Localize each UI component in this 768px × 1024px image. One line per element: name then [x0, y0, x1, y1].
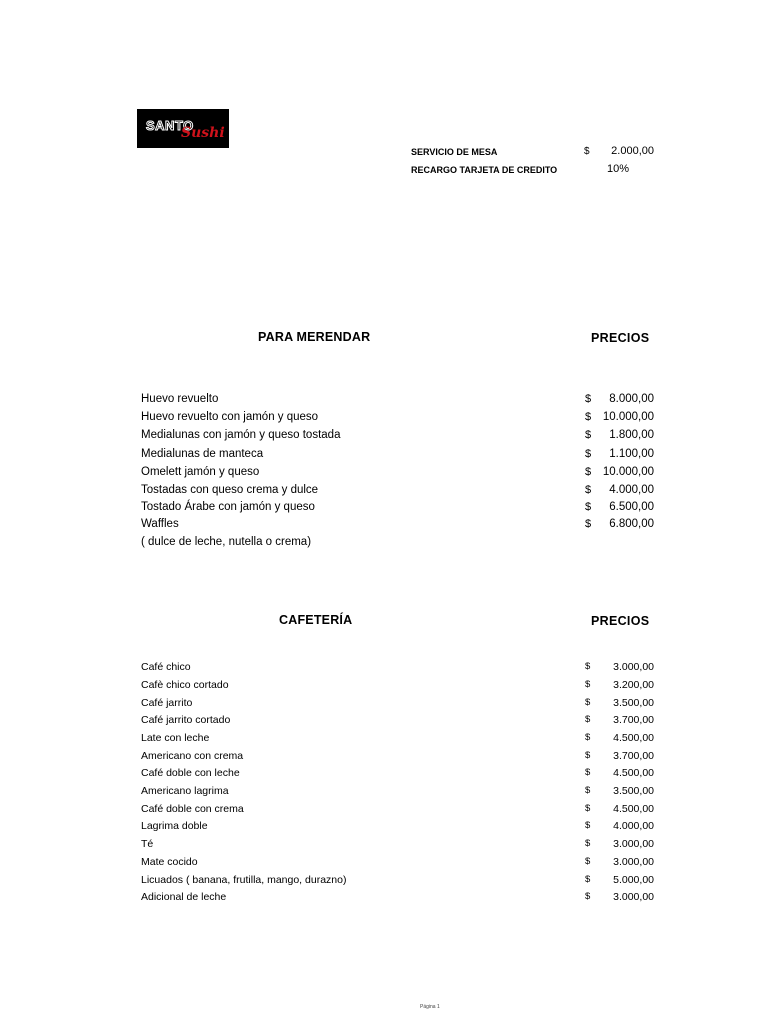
item-name: Omelett jamón y queso: [141, 466, 260, 478]
item-name: Café chico: [141, 661, 191, 673]
info-label-recargo: RECARGO TARJETA DE CREDITO: [411, 165, 558, 175]
item-name: Medialunas de manteca: [141, 448, 264, 460]
item-currency: $: [585, 484, 592, 496]
item-price: 3.000,00: [613, 661, 654, 673]
item-price: 6.800,00: [609, 518, 654, 530]
item-name: Americano con crema: [141, 750, 244, 762]
menu-item: [141, 393, 654, 411]
item-currency: $: [585, 838, 591, 849]
logo-word-santo: SANTO: [146, 118, 194, 133]
menu-item: [141, 697, 654, 715]
item-currency: $: [585, 856, 591, 867]
menu-item: [141, 429, 654, 447]
item-name: Late con leche: [141, 732, 210, 744]
item-name: Adicional de leche: [141, 891, 227, 903]
item-name: Café doble con leche: [141, 767, 240, 779]
item-price: 4.500,00: [613, 767, 654, 779]
item-name: Tostado Árabe con jamón y queso: [141, 501, 315, 513]
menu-item: [141, 856, 654, 874]
item-price: 10.000,00: [602, 411, 654, 423]
item-name: Tostadas con queso crema y dulce: [141, 484, 319, 496]
item-currency: $: [585, 874, 591, 885]
item-name: Huevo revuelto con jamón y queso: [141, 411, 319, 423]
menu-item: [141, 466, 654, 484]
item-price: 3.000,00: [613, 891, 654, 903]
item-currency: $: [585, 679, 591, 690]
menu-item: [141, 661, 654, 679]
item-name: Café doble con crema: [141, 803, 244, 815]
item-currency: $: [585, 767, 591, 778]
item-price: 3.200,00: [613, 679, 654, 691]
item-currency: $: [585, 803, 591, 814]
menu-item: [141, 767, 654, 785]
menu-item: [141, 838, 654, 856]
item-currency: $: [585, 501, 592, 513]
menu-item: [141, 518, 654, 536]
menu-item: [141, 679, 654, 697]
item-price: 3.500,00: [613, 785, 654, 797]
menu-item: [141, 750, 654, 768]
item-currency: $: [585, 891, 591, 902]
section-price-header-cafeteria: PRECIOS: [591, 614, 650, 628]
menu-item: [141, 785, 654, 803]
item-currency: $: [585, 750, 591, 761]
item-currency: $: [585, 518, 592, 530]
item-price: 3.500,00: [613, 697, 654, 709]
item-price: 3.700,00: [613, 750, 654, 762]
info-label-servicio: SERVICIO DE MESA: [411, 147, 498, 157]
item-currency: $: [585, 466, 592, 478]
menu-item: [141, 714, 654, 732]
item-currency: $: [585, 429, 592, 441]
page-number: Página 1: [420, 1004, 440, 1010]
item-price: 3.700,00: [613, 714, 654, 726]
item-price: 3.000,00: [613, 838, 654, 850]
item-currency: $: [585, 661, 591, 672]
menu-item: [141, 501, 654, 519]
item-currency: $: [585, 714, 591, 725]
item-name: ( dulce de leche, nutella o crema): [141, 536, 312, 548]
section-title-merendar: PARA MERENDAR: [258, 330, 371, 344]
item-price: 4.500,00: [613, 732, 654, 744]
item-name: Té: [141, 838, 154, 850]
item-name: Café jarrito: [141, 697, 193, 709]
menu-item: [141, 820, 654, 838]
item-price: 1.800,00: [609, 429, 654, 441]
menu-item: [141, 891, 654, 909]
item-currency: $: [585, 411, 592, 423]
item-price: 3.000,00: [613, 856, 654, 868]
item-price: 4.000,00: [613, 820, 654, 832]
section-title-cafeteria: CAFETERÍA: [279, 613, 353, 627]
item-price: 5.000,00: [613, 874, 654, 886]
item-price: 4.500,00: [613, 803, 654, 815]
item-price: 10.000,00: [602, 466, 654, 478]
item-name: Mate cocido: [141, 856, 198, 868]
menu-item: [141, 732, 654, 750]
item-currency: $: [585, 732, 591, 743]
item-name: Cafè chico cortado: [141, 679, 229, 691]
menu-item: [141, 448, 654, 466]
item-name: Americano lagrima: [141, 785, 229, 797]
item-name: Waffles: [141, 518, 179, 530]
item-price: 4.000,00: [609, 484, 654, 496]
info-value-servicio: 2.000,00: [611, 145, 654, 157]
item-price: 8.000,00: [609, 393, 654, 405]
santo-sushi-logo: [137, 109, 229, 148]
info-currency-servicio: $: [584, 146, 590, 157]
menu-item: [141, 803, 654, 821]
section-price-header-merendar: PRECIOS: [591, 331, 650, 345]
menu-item: [141, 484, 654, 502]
item-currency: $: [585, 448, 592, 460]
info-value-recargo: 10%: [606, 163, 629, 175]
item-name: Huevo revuelto: [141, 393, 219, 405]
item-currency: $: [585, 697, 591, 708]
logo-word-sushi: Sushi: [181, 125, 225, 141]
item-currency: $: [585, 820, 591, 831]
item-name: Medialunas con jamón y queso tostada: [141, 429, 341, 441]
menu-item-note: [141, 536, 654, 554]
item-currency: $: [585, 393, 592, 405]
item-price: 1.100,00: [609, 448, 654, 460]
item-name: Lagrima doble: [141, 820, 208, 832]
item-currency: $: [585, 785, 591, 796]
item-name: Licuados ( banana, frutilla, mango, durazno): [141, 874, 347, 886]
menu-item: [141, 411, 654, 429]
item-price: 6.500,00: [609, 501, 654, 513]
item-name: Café jarrito cortado: [141, 714, 231, 726]
menu-item: [141, 874, 654, 892]
